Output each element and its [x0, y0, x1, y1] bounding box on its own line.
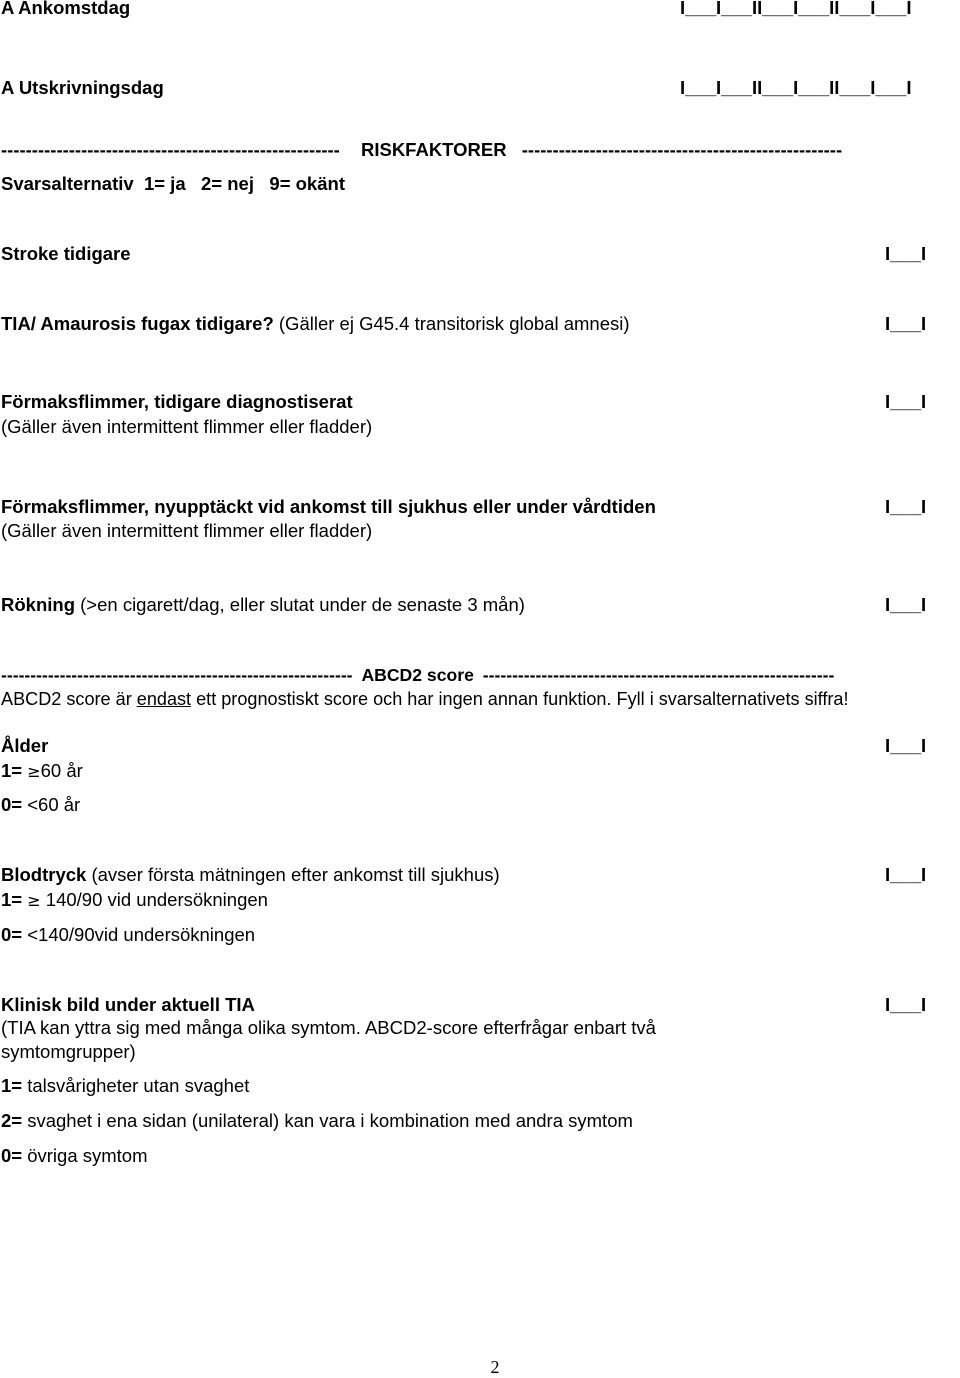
af-new-note: (Gäller även intermittent flimmer eller fladder)	[1, 520, 373, 541]
bp-option-1-num: 1=	[1, 889, 23, 910]
clinical-field[interactable]: I___I	[885, 994, 927, 1015]
riskfactors-divider	[1, 139, 842, 161]
abcd2-intro-pre: ABCD2 score är	[1, 689, 137, 709]
age-option-1	[1, 760, 83, 783]
abcd2-dashes-right: ------------------------------------------------------------	[482, 665, 835, 685]
stroke-previous-field[interactable]: I___I	[885, 243, 927, 264]
age-label: Ålder	[1, 735, 49, 756]
discharge-date-label: A Utskrivningsdag	[1, 77, 164, 98]
clinical-option-0	[1, 1145, 148, 1167]
smoking-title: Rökning	[1, 594, 75, 615]
af-previous-label: Förmaksflimmer, tidigare diagnostiserat	[1, 391, 353, 412]
clinical-desc-2: symtomgrupper)	[1, 1041, 136, 1062]
bp-option-0-text: <140/90vid undersökningen	[22, 924, 256, 945]
clinical-option-2-text: svaghet i ena sidan (unilateral) kan vara i kombination med andra symtom	[22, 1110, 633, 1131]
answer-options: Svarsalternativ 1= ja 2= nej 9= okänt	[1, 173, 345, 194]
clinical-label: Klinisk bild under aktuell TIA	[1, 994, 255, 1015]
bp-option-0	[1, 924, 255, 946]
clinical-desc-1: (TIA kan yttra sig med många olika symtom. ABCD2-score efterfrågar enbart två	[1, 1017, 656, 1038]
af-new-label: Förmaksflimmer, nyupptäckt vid ankomst till sjukhus eller under vårdtiden	[1, 496, 656, 517]
arrival-date-label: A Ankomstdag	[1, 0, 131, 18]
bp-field[interactable]: I___I	[885, 864, 927, 885]
bp-title: Blodtryck	[1, 864, 87, 885]
abcd2-intro-post: ett prognostiskt score och har ingen annan funktion. Fyll i svarsalternativets siffra!	[191, 689, 849, 709]
divider-dashes-right: ----------------------------------------------------	[521, 139, 843, 160]
tia-previous-note: (Gäller ej G45.4 transitorisk global amnesi)	[273, 313, 630, 334]
abcd2-divider	[1, 664, 834, 686]
bp-option-0-num: 0=	[1, 924, 23, 945]
arrival-date-field[interactable]: I___I___II___I___II___I___I	[680, 0, 912, 18]
abcd2-dashes-left: ------------------------------------------------------------	[1, 665, 353, 685]
divider-dashes-left: -------------------------------------------------------	[1, 139, 340, 160]
af-previous-field[interactable]: I___I	[885, 391, 927, 412]
af-new-field[interactable]: I___I	[885, 496, 927, 517]
clinical-option-2-num: 2=	[1, 1110, 23, 1131]
smoking-field[interactable]: I___I	[885, 594, 927, 615]
abcd2-title: ABCD2 score	[361, 665, 474, 685]
age-option-0-num: 0=	[1, 794, 23, 815]
bp-option-1	[1, 889, 268, 912]
bp-note: (avser första mätningen efter ankomst till sjukhus)	[86, 864, 500, 885]
age-field[interactable]: I___I	[885, 735, 927, 756]
clinical-option-2	[1, 1110, 633, 1132]
clinical-option-0-num: 0=	[1, 1145, 23, 1166]
bp-label	[1, 864, 500, 886]
age-option-0-text: <60 år	[22, 794, 81, 815]
age-option-1-text: 60 år	[40, 760, 83, 781]
smoking-label	[1, 594, 525, 616]
stroke-previous-label: Stroke tidigare	[1, 243, 131, 264]
age-option-0	[1, 794, 80, 816]
tia-previous-label	[1, 313, 630, 335]
abcd2-intro-emphasis: endast	[136, 689, 192, 709]
clinical-option-1	[1, 1075, 249, 1097]
smoking-note: (>en cigarett/dag, eller slutat under de senaste 3 mån)	[75, 594, 525, 615]
page-number: 2	[490, 1357, 500, 1377]
tia-previous-title: TIA/ Amaurosis fugax tidigare?	[1, 313, 274, 334]
age-option-1-num: 1=	[1, 760, 23, 781]
af-previous-note: (Gäller även intermittent flimmer eller fladder)	[1, 416, 373, 437]
tia-previous-field[interactable]: I___I	[885, 313, 927, 334]
clinical-option-1-num: 1=	[1, 1075, 23, 1096]
bp-option-1-text: 140/90 vid undersökningen	[40, 889, 268, 910]
discharge-date-field[interactable]: I___I___II___I___II___I___I	[680, 77, 912, 98]
clinical-option-0-text: övriga symtom	[22, 1145, 148, 1166]
greater-equal-icon: ≥	[27, 762, 41, 781]
abcd2-intro	[1, 688, 848, 710]
greater-equal-icon: ≥	[27, 891, 41, 910]
clinical-option-1-text: talsvårigheter utan svaghet	[22, 1075, 250, 1096]
riskfactors-title: RISKFAKTORER	[360, 139, 507, 160]
